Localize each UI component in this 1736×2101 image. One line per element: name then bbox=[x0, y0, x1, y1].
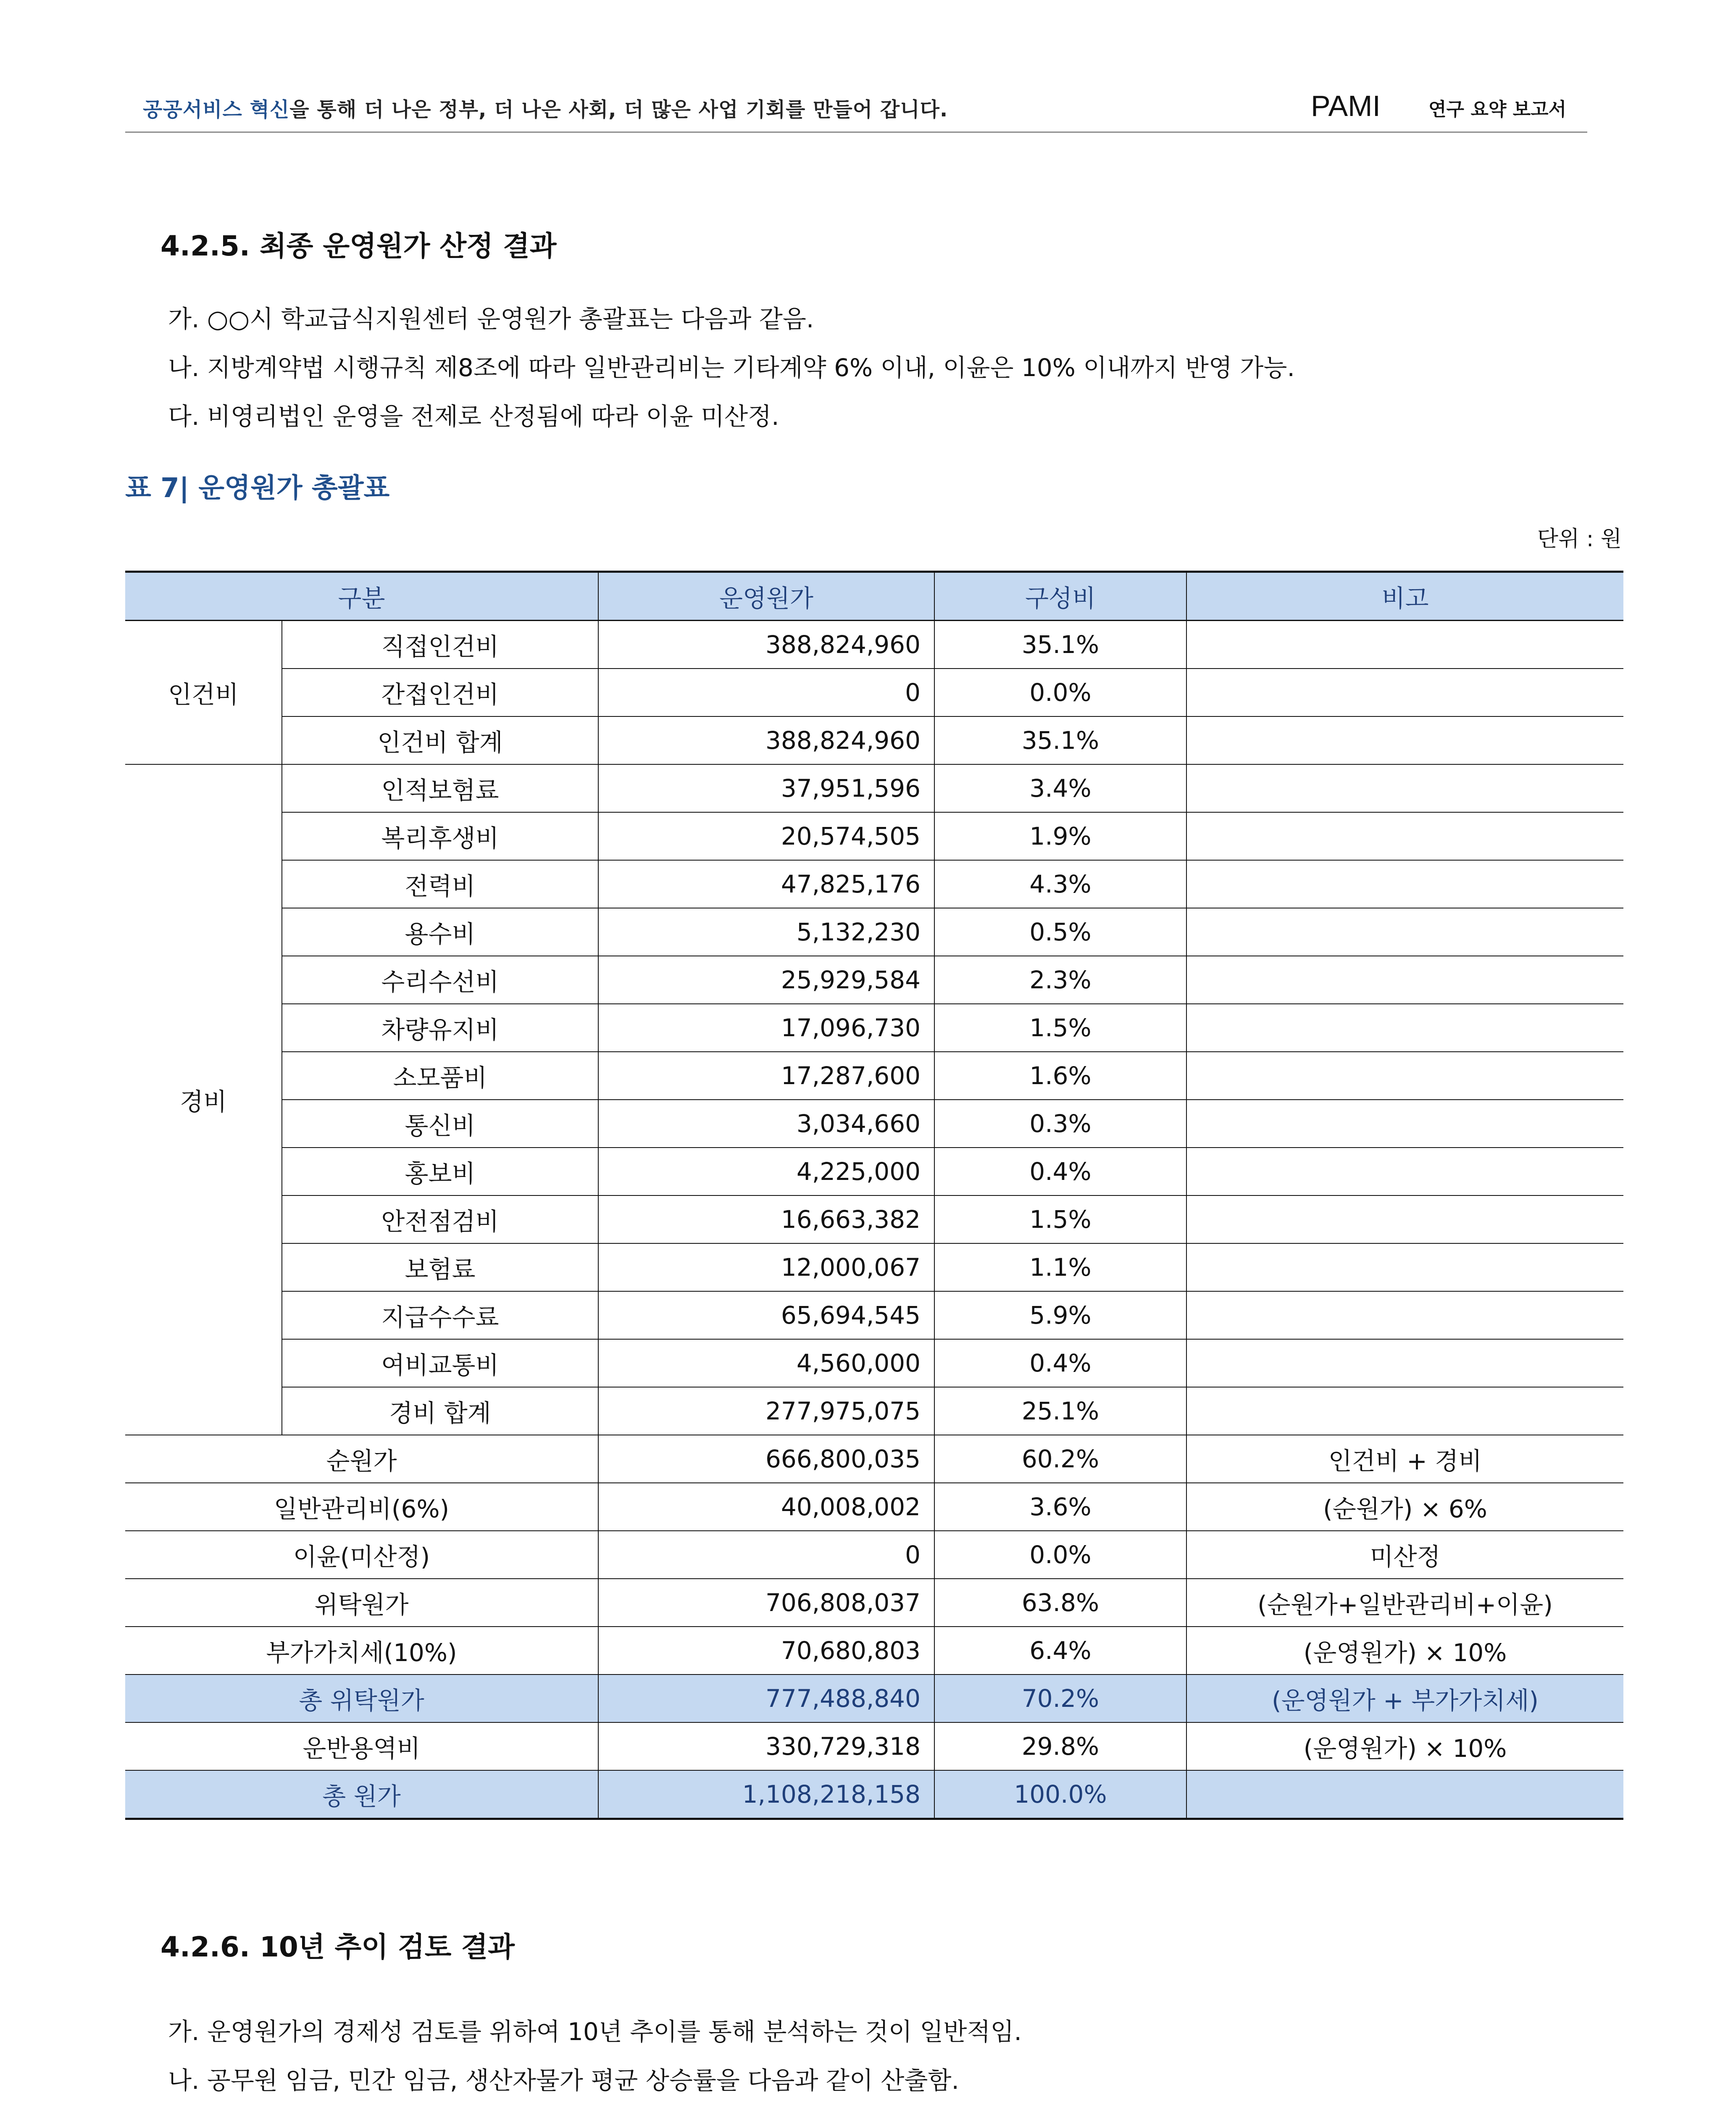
table-header-row bbox=[125, 572, 1623, 621]
row-ratio: 3.6% bbox=[934, 1483, 1186, 1531]
row-item: 총 원가 bbox=[125, 1770, 598, 1819]
row-note bbox=[1186, 1339, 1623, 1387]
table-row bbox=[125, 1435, 1623, 1483]
row-amount: 17,287,600 bbox=[598, 1052, 934, 1100]
row-amount: 330,729,318 bbox=[598, 1722, 934, 1770]
table-row bbox=[125, 1339, 1623, 1387]
row-amount: 5,132,230 bbox=[598, 908, 934, 956]
row-amount: 0 bbox=[598, 669, 934, 716]
table-row bbox=[125, 1004, 1623, 1052]
row-item: 위탁원가 bbox=[125, 1579, 598, 1627]
row-ratio: 60.2% bbox=[934, 1435, 1186, 1483]
row-item: 여비교통비 bbox=[282, 1339, 598, 1387]
table-row bbox=[125, 764, 1623, 812]
row-note bbox=[1186, 956, 1623, 1004]
table-row bbox=[125, 860, 1623, 908]
table-title-text: 표 7| 운영원가 총괄표 bbox=[125, 473, 390, 504]
row-ratio: 5.9% bbox=[934, 1291, 1186, 1339]
header-note: 비고 bbox=[1186, 572, 1623, 621]
table-row bbox=[125, 621, 1623, 669]
row-item: 안전점검비 bbox=[282, 1195, 598, 1243]
row-item: 통신비 bbox=[282, 1100, 598, 1148]
row-ratio: 1.5% bbox=[934, 1195, 1186, 1243]
row-ratio: 3.4% bbox=[934, 764, 1186, 812]
row-amount: 20,574,505 bbox=[598, 812, 934, 860]
row-amount: 70,680,803 bbox=[598, 1627, 934, 1674]
row-note bbox=[1186, 764, 1623, 812]
table-row bbox=[125, 669, 1623, 716]
row-note bbox=[1186, 1052, 1623, 1100]
table-row-total bbox=[125, 1770, 1623, 1819]
header-tagline bbox=[143, 93, 948, 122]
row-item: 직접인건비 bbox=[282, 621, 598, 669]
table-row bbox=[125, 1579, 1623, 1627]
row-item: 인적보험료 bbox=[282, 764, 598, 812]
row-note: (순원가+일반관리비+이윤) bbox=[1186, 1579, 1623, 1627]
table-row bbox=[125, 1531, 1623, 1579]
row-amount: 65,694,545 bbox=[598, 1291, 934, 1339]
row-item: 수리수선비 bbox=[282, 956, 598, 1004]
row-note bbox=[1186, 908, 1623, 956]
row-amount: 666,800,035 bbox=[598, 1435, 934, 1483]
row-item: 간접인건비 bbox=[282, 669, 598, 716]
row-item: 홍보비 bbox=[282, 1148, 598, 1195]
tagline-highlight: 공공서비스 혁신 bbox=[143, 98, 290, 121]
section1-item-3: 다. 비영리법인 운영을 전제로 산정됨에 따라 이윤 미산정. bbox=[168, 402, 779, 431]
table-row bbox=[125, 908, 1623, 956]
table-row bbox=[125, 1387, 1623, 1435]
row-ratio: 1.5% bbox=[934, 1004, 1186, 1052]
section1-item-1: 가. ○○시 학교급식지원센터 운영원가 총괄표는 다음과 같음. bbox=[168, 305, 814, 333]
section2-item-2: 나. 공무원 임금, 민간 임금, 생산자물가 평균 상승률을 다음과 같이 산출함. bbox=[168, 2066, 959, 2095]
section2-item-1: 가. 운영원가의 경제성 검토를 위하여 10년 추이를 통해 분석하는 것이 일반적임. bbox=[168, 2017, 1022, 2046]
row-item: 경비 합계 bbox=[282, 1387, 598, 1435]
row-note: (운영원가 + 부가가치세) bbox=[1186, 1674, 1623, 1722]
section-title-4-2-6: 4.2.6. 10년 추이 검토 결과 bbox=[160, 1931, 515, 1963]
row-note: (운영원가) × 10% bbox=[1186, 1627, 1623, 1674]
row-note bbox=[1186, 1291, 1623, 1339]
group-label-personnel: 인건비 bbox=[125, 621, 282, 765]
table-row bbox=[125, 812, 1623, 860]
row-amount: 4,225,000 bbox=[598, 1148, 934, 1195]
row-item: 복리후생비 bbox=[282, 812, 598, 860]
row-ratio: 100.0% bbox=[934, 1770, 1186, 1819]
row-amount: 40,008,002 bbox=[598, 1483, 934, 1531]
row-ratio: 0.0% bbox=[934, 1531, 1186, 1579]
header-divider bbox=[125, 132, 1587, 133]
row-amount: 16,663,382 bbox=[598, 1195, 934, 1243]
row-note: 인건비 + 경비 bbox=[1186, 1435, 1623, 1483]
header-amount: 운영원가 bbox=[598, 572, 934, 621]
table-row bbox=[125, 1148, 1623, 1195]
row-item: 차량유지비 bbox=[282, 1004, 598, 1052]
table-row bbox=[125, 1483, 1623, 1531]
header-category: 구분 bbox=[125, 572, 598, 621]
table-row bbox=[125, 716, 1623, 764]
row-item: 운반용역비 bbox=[125, 1722, 598, 1770]
row-item: 용수비 bbox=[282, 908, 598, 956]
row-amount: 4,560,000 bbox=[598, 1339, 934, 1387]
table-row bbox=[125, 1243, 1623, 1291]
table-title bbox=[125, 466, 389, 505]
group-label-expense: 경비 bbox=[125, 764, 282, 1435]
row-note bbox=[1186, 1195, 1623, 1243]
row-amount: 47,825,176 bbox=[598, 860, 934, 908]
table-row bbox=[125, 1722, 1623, 1770]
row-note: (운영원가) × 10% bbox=[1186, 1722, 1623, 1770]
row-ratio: 6.4% bbox=[934, 1627, 1186, 1674]
row-amount: 37,951,596 bbox=[598, 764, 934, 812]
row-item: 인건비 합계 bbox=[282, 716, 598, 764]
table-row bbox=[125, 1195, 1623, 1243]
row-item: 순원가 bbox=[125, 1435, 598, 1483]
row-item: 이윤(미산정) bbox=[125, 1531, 598, 1579]
row-item: 보험료 bbox=[282, 1243, 598, 1291]
table-row bbox=[125, 1291, 1623, 1339]
row-ratio: 1.6% bbox=[934, 1052, 1186, 1100]
row-note: (순원가) × 6% bbox=[1186, 1483, 1623, 1531]
row-ratio: 4.3% bbox=[934, 860, 1186, 908]
table-row bbox=[125, 956, 1623, 1004]
header-ratio: 구성비 bbox=[934, 572, 1186, 621]
row-note bbox=[1186, 1770, 1623, 1819]
row-note bbox=[1186, 716, 1623, 764]
row-item: 소모품비 bbox=[282, 1052, 598, 1100]
row-ratio: 35.1% bbox=[934, 716, 1186, 764]
table-row-highlight bbox=[125, 1674, 1623, 1722]
row-ratio: 0.4% bbox=[934, 1148, 1186, 1195]
row-amount: 17,096,730 bbox=[598, 1004, 934, 1052]
row-note bbox=[1186, 1148, 1623, 1195]
header-logo: PAMI bbox=[1311, 90, 1381, 122]
row-ratio: 2.3% bbox=[934, 956, 1186, 1004]
row-item: 일반관리비(6%) bbox=[125, 1483, 598, 1531]
row-note bbox=[1186, 669, 1623, 716]
row-ratio: 0.3% bbox=[934, 1100, 1186, 1148]
row-note bbox=[1186, 860, 1623, 908]
row-amount: 388,824,960 bbox=[598, 716, 934, 764]
row-note: 미산정 bbox=[1186, 1531, 1623, 1579]
row-amount: 12,000,067 bbox=[598, 1243, 934, 1291]
table-row bbox=[125, 1627, 1623, 1674]
row-amount: 1,108,218,158 bbox=[598, 1770, 934, 1819]
row-amount: 0 bbox=[598, 1531, 934, 1579]
row-note bbox=[1186, 1004, 1623, 1052]
row-amount: 388,824,960 bbox=[598, 621, 934, 669]
row-ratio: 29.8% bbox=[934, 1722, 1186, 1770]
section1-item-2: 나. 지방계약법 시행규칙 제8조에 따라 일반관리비는 기타계약 6% 이내, 이윤은 10% 이내까지 반영 가능. bbox=[168, 353, 1295, 382]
table-row bbox=[125, 1100, 1623, 1148]
row-ratio: 1.9% bbox=[934, 812, 1186, 860]
row-ratio: 25.1% bbox=[934, 1387, 1186, 1435]
header-doc-type: 연구 요약 보고서 bbox=[1428, 99, 1567, 120]
row-ratio: 1.1% bbox=[934, 1243, 1186, 1291]
row-amount: 706,808,037 bbox=[598, 1579, 934, 1627]
row-ratio: 0.5% bbox=[934, 908, 1186, 956]
row-ratio: 0.0% bbox=[934, 669, 1186, 716]
cost-summary-table bbox=[125, 571, 1623, 1820]
row-item: 부가가치세(10%) bbox=[125, 1627, 598, 1674]
table-unit: 단위 : 원 bbox=[1537, 527, 1622, 552]
row-amount: 3,034,660 bbox=[598, 1100, 934, 1148]
row-note bbox=[1186, 1243, 1623, 1291]
row-item: 총 위탁원가 bbox=[125, 1674, 598, 1722]
table-row bbox=[125, 1052, 1623, 1100]
row-amount: 277,975,075 bbox=[598, 1387, 934, 1435]
row-note bbox=[1186, 621, 1623, 669]
row-item: 지급수수료 bbox=[282, 1291, 598, 1339]
tagline-rest: 을 통해 더 나은 정부, 더 나은 사회, 더 많은 사업 기회를 만들어 갑니다. bbox=[289, 98, 948, 121]
row-amount: 25,929,584 bbox=[598, 956, 934, 1004]
row-note bbox=[1186, 812, 1623, 860]
row-note bbox=[1186, 1100, 1623, 1148]
row-ratio: 35.1% bbox=[934, 621, 1186, 669]
row-ratio: 63.8% bbox=[934, 1579, 1186, 1627]
row-note bbox=[1186, 1387, 1623, 1435]
row-ratio: 0.4% bbox=[934, 1339, 1186, 1387]
section-title-4-2-5: 4.2.5. 최종 운영원가 산정 결과 bbox=[160, 230, 557, 262]
row-ratio: 70.2% bbox=[934, 1674, 1186, 1722]
row-item: 전력비 bbox=[282, 860, 598, 908]
row-amount: 777,488,840 bbox=[598, 1674, 934, 1722]
